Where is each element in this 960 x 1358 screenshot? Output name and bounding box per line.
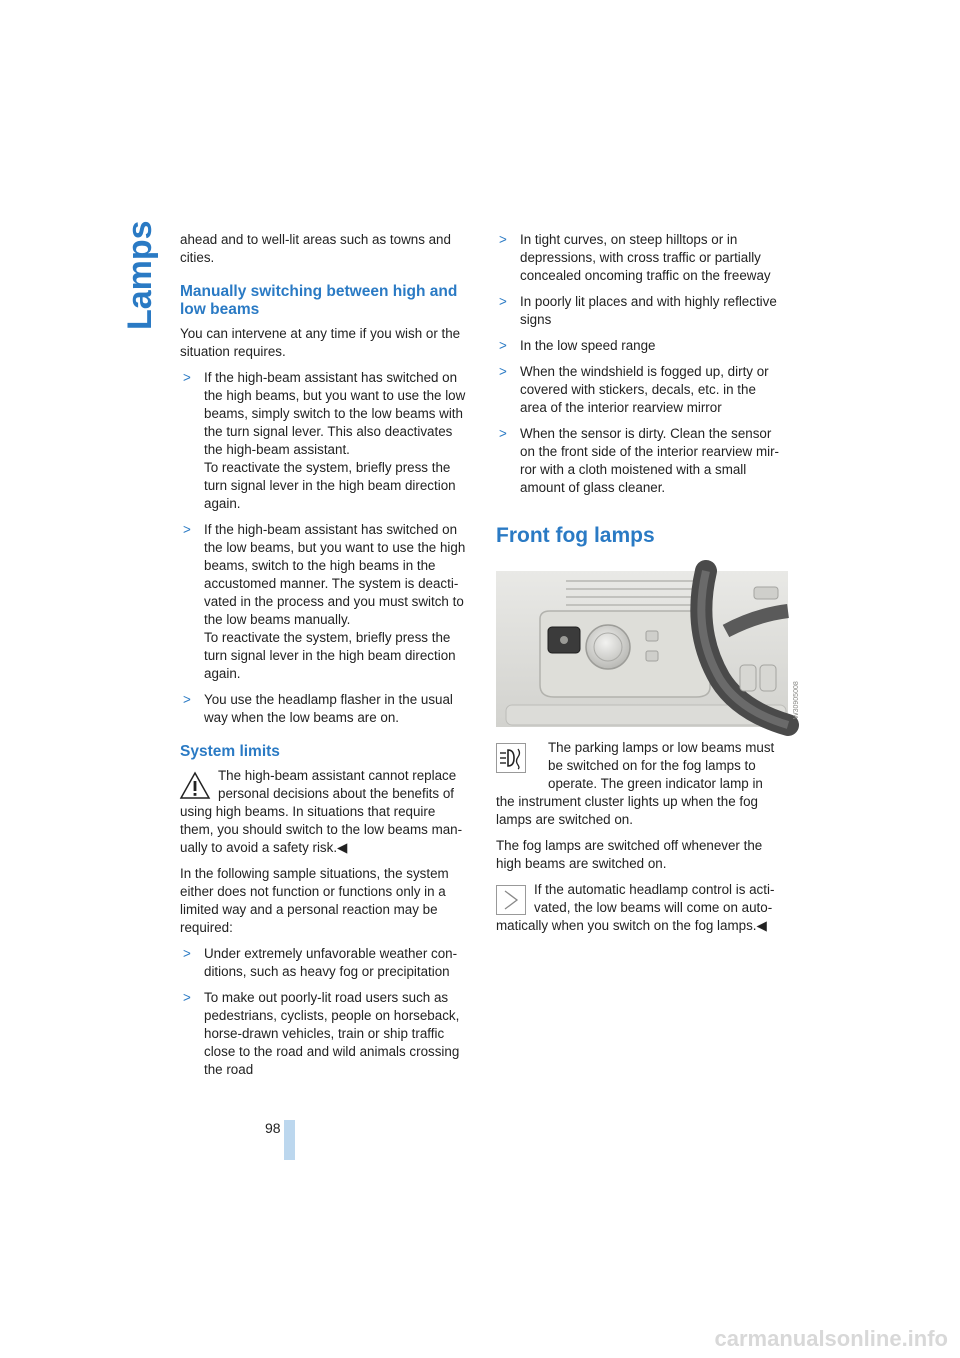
bullet-marker: >	[499, 338, 507, 353]
bullet-marker: >	[499, 232, 507, 247]
bullet-marker: >	[499, 426, 507, 441]
bullet-marker: >	[499, 294, 507, 309]
fog-indicator-note: The parking lamps or low beams must be switched on for the fog lamps to operate. The green indicator lamp in the instrument cluster lights up when the fog lamps are switched on.	[496, 740, 775, 827]
manual-switching-paragraph: You can intervene at any time if you wish or the situation requires.	[180, 326, 461, 359]
warning-note: The high-beam assistant cannot replace personal decisions about the benefits of using high beams. In situations that require them, you should switch to the low beams man- ually to avoid a safety risk.◀	[180, 768, 463, 855]
list-item: > When the windshield is fogged up, dirty or covered with stickers, decals, etc. in the area of the interior rearview mirror	[499, 364, 769, 415]
list-item: > When the sensor is dirty. Clean the sensor on the front side of the interior rearview mir- ror with a cloth moistened with a small amount of glass cleaner.	[499, 426, 779, 495]
list-item: > You use the headlamp flasher in the usual way when the low beams are on.	[183, 692, 453, 725]
note-arrow-icon	[496, 885, 526, 915]
left-column	[180, 231, 476, 1087]
list-item: > If the high-beam assistant has switched on the high beams, but you want to use the low beams, simply switch to the low beams with the turn signal lever. This also deactivates the high-beam assistant. To reactivate the system, briefly press the turn signal lever in the high beam direction again.	[183, 370, 466, 511]
page-number: 98	[265, 1120, 281, 1136]
photo-code: W30905008	[793, 681, 800, 719]
list-item: > In tight curves, on steep hilltops or in depressions, with cross traffic or partially concealed oncoming traffic on the freeway	[499, 232, 771, 283]
manual-switching-heading: Manually switching between high and low beams	[180, 283, 458, 318]
watermark-text: carmanualsonline.info	[714, 1326, 948, 1351]
warning-triangle-icon	[180, 771, 210, 801]
list-item: > In poorly lit places and with highly reflective signs	[499, 294, 777, 327]
fog-lamp-indicator-icon	[496, 743, 526, 773]
bullet-marker: >	[183, 946, 191, 961]
bullet-marker: >	[183, 692, 191, 707]
bullet-marker: >	[183, 370, 191, 385]
fog-high-beam-paragraph: The fog lamps are switched off whenever the high beams are switched on.	[496, 838, 763, 871]
limits-list-right	[496, 231, 792, 497]
list-item: > Under extremely unfavorable weather con- ditions, such as heavy fog or precipitation	[183, 946, 458, 979]
front-fog-lamps-heading: Front fog lamps	[496, 524, 655, 547]
chapter-side-title	[108, 220, 159, 330]
page-number-bar	[284, 1120, 295, 1160]
watermark	[715, 1326, 949, 1352]
info-note: If the automatic headlamp control is acti- vated, the low beams will come on auto- matically when you switch on the fog lamps.◀	[496, 882, 775, 933]
list-item: > In the low speed range	[499, 338, 656, 353]
right-column	[496, 231, 800, 943]
sample-situations-paragraph: In the following sample situations, the system either does not function or functions only in a limited way and a personal reaction may be required:	[180, 866, 449, 935]
bullet-marker: >	[183, 990, 191, 1005]
fog-lamp-switch-photo	[496, 571, 800, 727]
list-item: > To make out poorly-lit road users such as pedestrians, cyclists, people on horseback, horse-drawn vehicles, train or ship traffic close to the road and wild animals crossing the road	[183, 990, 460, 1077]
limits-list-left	[180, 945, 476, 1079]
list-item: > If the high-beam assistant has switched on the low beams, but you want to use the high beams, switch to the high beams in the accustomed manner. The system is deacti- vated in the process and you must switch to the low beams manually. To reactivate the system, briefly press the turn signal lever in the high beam direction again.	[183, 522, 466, 681]
intro-paragraph: ahead and to well-lit areas such as towns and cities.	[180, 232, 451, 265]
manual-switching-list	[180, 369, 476, 727]
bullet-marker: >	[183, 522, 191, 537]
chapter-side-title-text: Lamps	[121, 220, 159, 330]
system-limits-heading: System limits	[180, 743, 280, 760]
bullet-marker: >	[499, 364, 507, 379]
